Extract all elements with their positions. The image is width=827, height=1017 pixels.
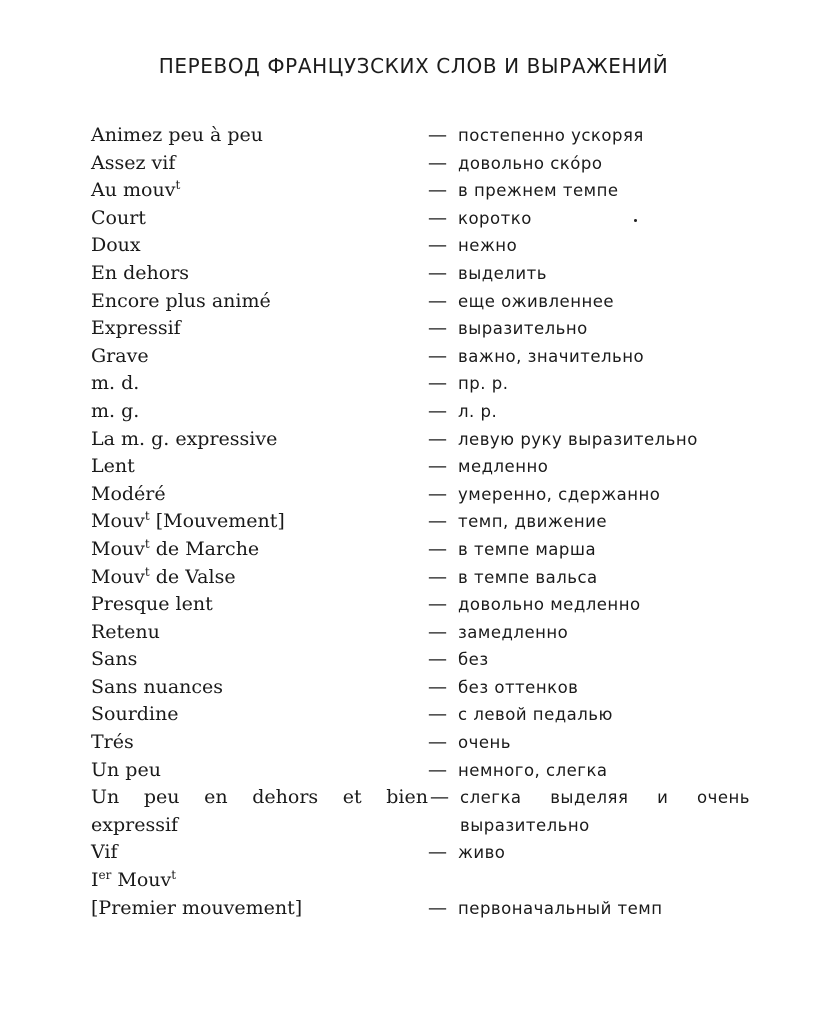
em-dash: — <box>428 620 447 643</box>
em-dash: — <box>428 234 447 257</box>
glossary-row <box>91 784 771 839</box>
glossary-row <box>91 205 771 233</box>
em-dash: — <box>428 124 447 146</box>
page-title: ПЕРЕВОД ФРАНЦУЗСКИХ СЛОВ И ВЫРАЖЕНИЙ <box>158 54 669 78</box>
em-dash: — <box>428 841 447 864</box>
french-term <box>91 481 428 509</box>
french-term <box>91 508 428 536</box>
russian-translation: в прежнем темпе <box>458 181 619 201</box>
term-text: Un peu <box>91 758 161 781</box>
term-text: I <box>91 869 99 892</box>
term-text-continued: Mouv <box>111 869 172 892</box>
glossary-row <box>91 150 771 178</box>
term-superscript: er <box>98 868 112 883</box>
term-text: Sans nuances <box>91 675 224 698</box>
russian-translation: еще оживленнее <box>458 291 615 311</box>
french-term <box>91 591 428 619</box>
glossary-row <box>91 757 771 785</box>
glossary-row <box>91 260 771 288</box>
french-term <box>91 232 428 260</box>
term-superscript: t <box>171 868 177 883</box>
glossary-row <box>91 619 771 647</box>
glossary-row <box>91 895 771 923</box>
french-term <box>91 757 428 785</box>
russian-translation: коротко <box>458 208 532 228</box>
glossary-row <box>91 646 771 674</box>
french-term <box>91 122 428 150</box>
em-dash: — <box>428 399 447 422</box>
term-text: En dehors <box>91 261 190 284</box>
russian-translation: л. р. <box>458 401 498 421</box>
russian-translation: живо <box>458 843 506 863</box>
em-dash: — <box>428 455 447 478</box>
term-text: Lent <box>91 455 135 478</box>
em-dash: — <box>428 593 447 616</box>
glossary-row <box>91 508 771 536</box>
glossary-row <box>91 729 771 757</box>
french-term <box>91 343 428 371</box>
em-dash: — <box>428 289 447 312</box>
term-superscript: t <box>144 536 150 551</box>
term-text: Trés <box>91 731 134 754</box>
term-text: Sourdine <box>91 703 179 726</box>
russian-translation: слегка выделяя и очень выразительно <box>460 788 750 835</box>
term-text: Court <box>91 206 146 229</box>
term-text: Grave <box>91 344 149 367</box>
glossary-row <box>91 370 771 398</box>
em-dash: — <box>428 179 447 202</box>
em-dash: — <box>428 758 447 781</box>
term-text: Un peu en dehors et bien expressif <box>91 786 428 836</box>
glossary-row <box>91 481 771 509</box>
russian-translation: немного, слегка <box>458 760 608 780</box>
term-text: Retenu <box>91 620 160 643</box>
em-dash: — <box>428 344 447 367</box>
em-dash: — <box>428 731 447 754</box>
glossary-row <box>91 591 771 619</box>
russian-translation: важно, значительно <box>458 346 645 366</box>
em-dash: — <box>428 261 447 284</box>
french-term <box>91 867 428 895</box>
em-dash: — <box>428 703 447 726</box>
russian-translation: довольно медленно <box>458 595 641 615</box>
french-term <box>91 453 428 481</box>
russian-translation: медленно <box>458 457 549 477</box>
french-term <box>91 315 428 343</box>
french-term <box>91 150 428 178</box>
french-term <box>91 564 428 592</box>
russian-translation: умеренно, сдержанно <box>458 484 661 504</box>
french-term <box>91 177 428 205</box>
term-text: Encore plus animé <box>91 289 271 312</box>
russian-translation: постепенно ускоряя <box>458 126 644 145</box>
french-term <box>91 398 428 426</box>
em-dash: — <box>428 372 447 395</box>
term-text: Au mouv <box>91 179 176 202</box>
glossary-row <box>91 288 771 316</box>
term-text: m. d. <box>91 372 140 395</box>
em-dash: — <box>428 206 447 229</box>
russian-translation: замедленно <box>458 622 569 642</box>
term-superscript: t <box>175 178 181 193</box>
em-dash: — <box>428 648 447 671</box>
french-term <box>91 646 428 674</box>
glossary-row <box>91 839 771 867</box>
term-text: Mouv <box>91 510 145 533</box>
glossary-row <box>91 536 771 564</box>
em-dash: — <box>428 317 447 340</box>
em-dash: — <box>428 427 447 450</box>
term-text: m. g. <box>91 399 140 422</box>
em-dash: — <box>430 786 449 809</box>
term-superscript: t <box>144 509 150 524</box>
print-speck <box>634 219 637 222</box>
term-text-continued: de Valse <box>149 565 236 588</box>
term-text: La m. g. expressive <box>91 427 278 450</box>
glossary-row <box>91 398 771 426</box>
russian-translation: довольно скóро <box>458 153 603 173</box>
french-term <box>91 729 428 757</box>
em-dash: — <box>428 510 447 533</box>
glossary-row <box>91 674 771 702</box>
french-term <box>91 839 428 867</box>
russian-translation: нежно <box>458 236 518 256</box>
term-text: Presque lent <box>91 593 213 616</box>
glossary-row <box>91 701 771 729</box>
russian-translation: выделить <box>458 263 547 283</box>
glossary-row <box>91 232 771 260</box>
french-term <box>91 260 428 288</box>
french-term <box>91 288 428 316</box>
term-text: Assez vif <box>91 151 176 174</box>
em-dash: — <box>428 896 447 919</box>
term-text: Doux <box>91 234 141 257</box>
em-dash: — <box>428 565 447 588</box>
russian-translation: с левой педалью <box>458 705 613 725</box>
glossary-list <box>91 122 771 922</box>
glossary-row <box>91 867 771 895</box>
russian-translation: левую руку выразительно <box>458 429 698 449</box>
russian-translation: без оттенков <box>458 677 579 697</box>
glossary-row <box>91 564 771 592</box>
french-term <box>91 536 428 564</box>
glossary-row <box>91 343 771 371</box>
french-term <box>91 895 428 923</box>
glossary-row <box>91 426 771 454</box>
term-text: [Premier mouvement] <box>91 896 303 919</box>
french-term <box>91 370 428 398</box>
glossary-row <box>91 315 771 343</box>
em-dash: — <box>428 151 447 174</box>
term-text: Animez peu à peu <box>91 124 264 146</box>
term-text: Sans <box>91 648 138 671</box>
em-dash: — <box>428 675 447 698</box>
russian-translation: без <box>458 650 489 670</box>
russian-translation: в темпе марша <box>458 539 597 559</box>
term-text: Vif <box>91 841 118 864</box>
french-term <box>91 701 428 729</box>
term-text: Mouv <box>91 537 145 560</box>
em-dash: — <box>428 482 447 505</box>
russian-translation: темп, движение <box>458 512 608 532</box>
russian-translation: первоначальный темп <box>458 898 663 918</box>
french-term <box>91 674 428 702</box>
russian-translation: очень <box>458 733 512 753</box>
french-term <box>91 426 428 454</box>
russian-translation: в темпе вальса <box>458 567 598 587</box>
term-superscript: t <box>144 564 150 579</box>
french-term <box>91 205 428 233</box>
term-text-continued: de Marche <box>149 537 260 560</box>
russian-translation: пр. р. <box>458 374 509 394</box>
term-text: Mouv <box>91 565 145 588</box>
french-term <box>91 619 428 647</box>
term-text-continued: [Mouvement] <box>149 510 285 533</box>
term-text: Expressif <box>91 317 181 340</box>
french-term <box>91 784 430 839</box>
glossary-row <box>91 177 771 205</box>
glossary-row <box>91 453 771 481</box>
term-text: Modéré <box>91 482 166 505</box>
em-dash: — <box>428 537 447 560</box>
russian-translation: выразительно <box>458 319 588 339</box>
glossary-row <box>91 122 771 150</box>
